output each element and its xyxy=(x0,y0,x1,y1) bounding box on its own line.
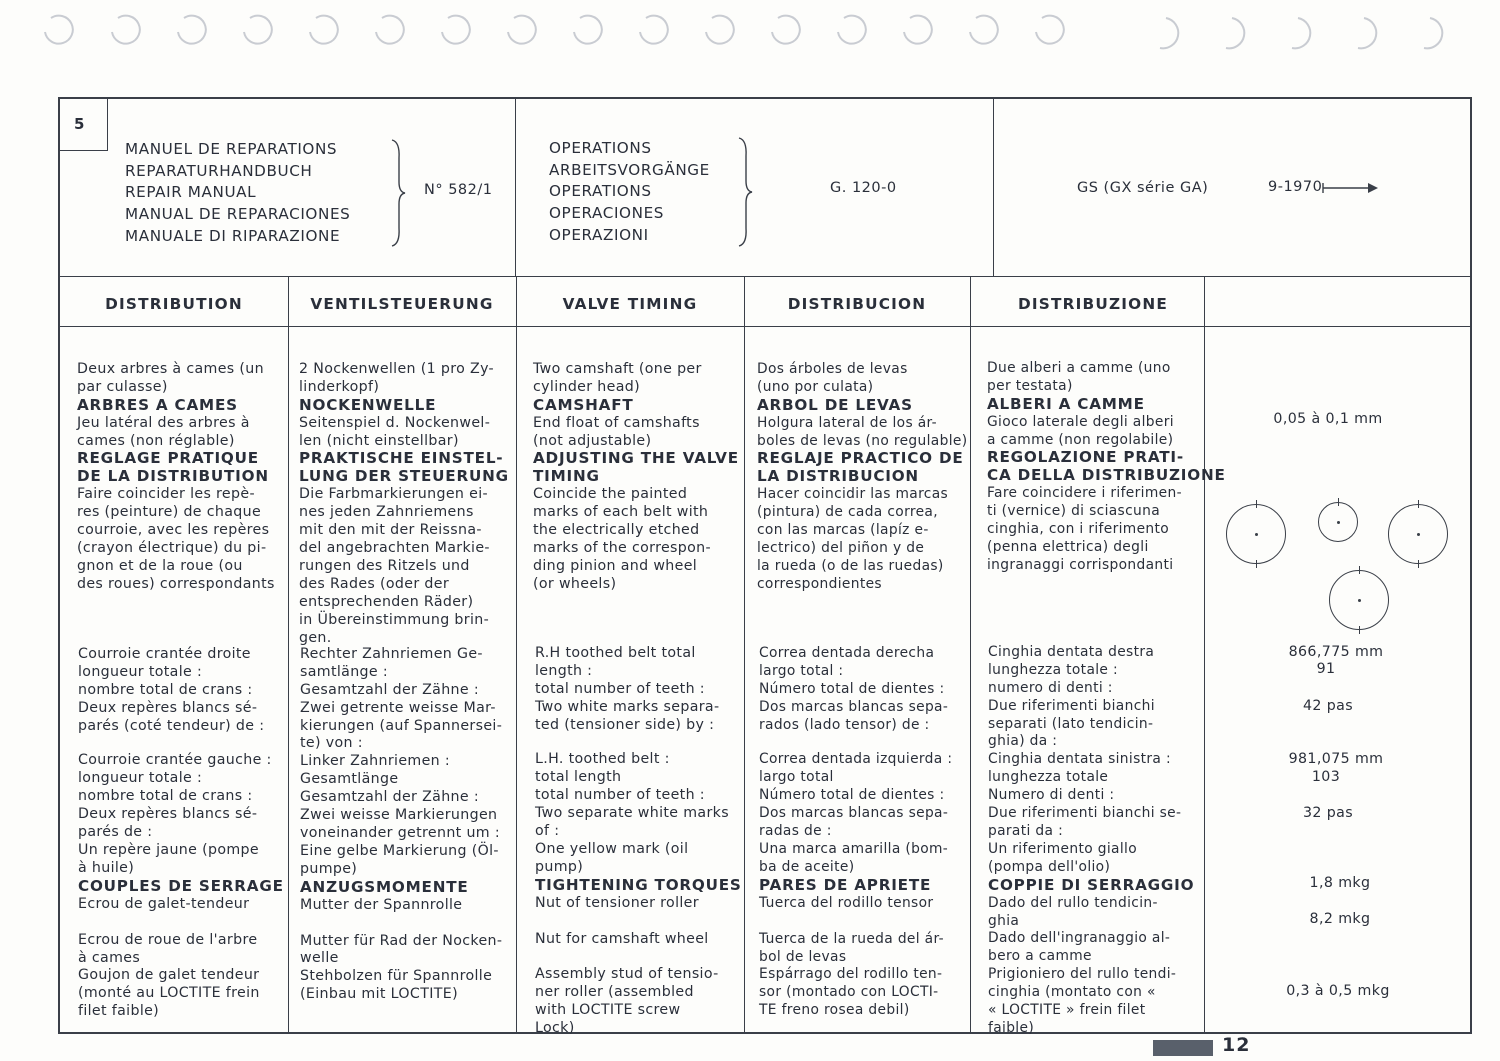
it-end-float: Gioco laterale degli alberi a camme (non regolabile) xyxy=(987,413,1174,448)
es-heading-torque: PARES DE APRIETE xyxy=(759,875,932,894)
it-torque-tensioner: Dado del rullo tendicin- ghia xyxy=(988,894,1158,929)
french-column xyxy=(77,343,275,612)
brace-right-icon xyxy=(388,138,408,248)
es-adjust-text: Hacer coincidir las marcas (pintura) de cada correa, con las marcas (lapíz e- lectrico) del piñon y de la rueda (o de las ruedas) correspondientes xyxy=(757,486,949,592)
date-range: 9-1970 xyxy=(1268,179,1323,195)
page-number: 12 xyxy=(1222,1034,1251,1056)
de-lh-belt: Linker Zahnriemen : Gesamtlänge Gesamtzahl der Zähne : Zwei weisse Markierungen voneinander getrennt um : Eine gelbe Markierung (Öl- pumpe) xyxy=(300,753,500,877)
es-camshaft-intro: Dos árboles de levas (uno por culata) xyxy=(757,360,908,395)
fr-end-float: Jeu latéral des arbres à cames (non réglable) xyxy=(77,414,250,449)
fr-torque-rest: Ecrou de roue de l'arbre à cames Goujon de galet tendeur (monté au LOCTITE frein filet faible) xyxy=(78,931,260,1020)
en-heading-torque: TIGHTENING TORQUES xyxy=(535,875,742,894)
fr-torque-tensioner: Ecrou de galet-tendeur xyxy=(78,895,250,912)
fr-heading-torque: COUPLES DE SERRAGE xyxy=(78,876,284,895)
es-heading-adjust: REGLAJE PRACTICO DE LA DISTRIBUCION xyxy=(757,449,964,486)
es-torque-tensioner: Tuerca del rodillo tensor xyxy=(759,894,934,911)
de-heading-adjust: PRAKTISCHE EINSTEL- LUNG DER STEUERUNG xyxy=(299,449,509,486)
column-head-english: VALVE TIMING xyxy=(562,295,698,313)
header-divider xyxy=(58,276,1472,277)
column-head-french: DISTRIBUTION xyxy=(105,295,243,313)
value-torque-camshaft-wheel: 8,2 mkg xyxy=(1309,911,1371,927)
value-lh-length: 981,075 mm xyxy=(1288,751,1384,767)
value-torque-stud: 0,3 à 0,5 mkg xyxy=(1286,983,1390,999)
it-adjust-text: Fare coincidere i riferimen- ti (vernice) di sciascuna cinghia, con i riferimento (penna elettrica) degli ingranaggi corrispondanti xyxy=(987,485,1182,573)
binder-holes xyxy=(0,0,1500,70)
fr-adjust-text: Faire coincider les repè- res (peinture) de chaque courroie, avec les repères (crayon électrique) du pi- gnon et de la roue (ou des roues) correspondants xyxy=(77,486,275,592)
group-code: G. 120-0 xyxy=(830,180,897,196)
tensioner-diagram-icon xyxy=(1329,570,1389,630)
column-rule-2 xyxy=(516,276,517,1034)
value-lh-marks: 32 pas xyxy=(1302,805,1354,821)
spanish-column xyxy=(757,343,967,612)
pulley-diagram-icon xyxy=(1226,504,1286,564)
es-end-float: Holgura lateral de los ár- boles de levas (no regulable) xyxy=(757,414,968,449)
column-rule-1 xyxy=(288,276,289,1034)
pulley-diagram-icon xyxy=(1388,504,1448,564)
spanish-belts xyxy=(759,627,952,1038)
header-rule-1 xyxy=(515,97,516,277)
de-heading-torque: ANZUGSMOMENTE xyxy=(300,877,469,896)
value-rh-teeth: 91 xyxy=(1316,661,1336,677)
en-rh-belt: R.H toothed belt total length : total number of teeth : Two white marks separa- ted (tensioner side) by : xyxy=(535,644,720,733)
en-end-float: End float of camshafts (not adjustable) xyxy=(533,414,700,449)
pinion-diagram-icon xyxy=(1318,502,1358,542)
es-lh-belt: Correa dentada izquierda : largo total Número total de dientes : Dos marcas blancas sepa- radas de : Una marca amarilla (bom- ba de aceite) xyxy=(759,751,953,875)
de-adjust-text: Die Farbmarkierungen ei- nes jeden Zahnriemens mit den mit der Reissna- del angebrachten Markie- rungen des Ritzels und des Rades (oder der entsprechenden Räder) in Übereinstimmung brin- gen. xyxy=(299,486,490,646)
brace-right-icon xyxy=(735,136,755,248)
de-torque-rest: Mutter für Rad der Nocken- welle Stehbolzen für Spannrolle (Einbau mit LOCTITE) xyxy=(300,932,503,1003)
french-belts xyxy=(78,628,284,1039)
value-torque-tensioner: 1,8 mkg xyxy=(1309,875,1371,891)
it-heading-torque: COPPIE DI SERRAGGIO xyxy=(988,875,1195,894)
it-camshaft-intro: Due alberi a camme (uno per testata) xyxy=(987,359,1171,394)
en-camshaft-intro: Two camshaft (one per cylinder head) xyxy=(533,360,702,395)
italian-belts xyxy=(988,626,1194,1056)
es-torque-rest: Tuerca de la rueda del ár- bol de levas Espárrago del rodillo ten- sor (montado con LOCTI- TE freno rosea debil) xyxy=(759,930,944,1019)
it-heading-adjust: REGOLAZIONE PRATI- CA DELLA DISTRIBUZIONE xyxy=(987,448,1226,485)
column-head-italian: DISTRIBUZIONE xyxy=(1018,295,1169,313)
value-rh-marks: 42 pas xyxy=(1302,698,1354,714)
english-belts xyxy=(535,627,742,1056)
arrow-right-icon xyxy=(1322,181,1380,195)
it-lh-belt: Cinghia dentata sinistra : lunghezza totale Numero di denti : Due riferimenti bianchi se- parati da : Un riferimento giallo (pompa dell'olio) xyxy=(988,751,1182,875)
operations-titles: OPERATIONS ARBEITSVORGÄNGE OPERATIONS OPERACIONES OPERAZIONI xyxy=(549,139,710,244)
fr-camshaft-intro: Deux arbres à cames (un par culasse) xyxy=(77,360,264,395)
fr-heading-adjust: REGLAGE PRATIQUE DE LA DISTRIBUTION xyxy=(77,449,269,486)
english-column xyxy=(533,343,739,612)
it-torque-rest: Dado dell'ingranaggio al- bero a camme Prigioniero del rullo tendi- cinghia (montato con « « LOCTITE » frein filet faible) xyxy=(988,930,1177,1036)
it-rh-belt: Cinghia dentata destra lunghezza totale : numero di denti : Due riferimenti bianchi separati (lato tendicin- ghia) da : xyxy=(988,643,1155,750)
de-camshaft-intro: 2 Nockenwellen (1 pro Zy- linderkopf) xyxy=(299,360,495,395)
manual-number: N° 582/1 xyxy=(424,182,493,198)
model-designation: GS (GX série GA) xyxy=(1077,180,1209,196)
de-rh-belt: Rechter Zahnriemen Ge- samtlänge : Gesamtzahl der Zähne : Zwei getrente weisse Mar- kierungen (auf Spannersei- te) von : xyxy=(300,645,503,752)
de-end-float: Seitenspiel d. Nockenwel- len (nicht einstellbar) xyxy=(299,414,491,449)
column-head-german: VENTILSTEUERUNG xyxy=(310,295,494,313)
german-belts xyxy=(300,628,502,1022)
manual-titles: MANUEL DE REPARATIONS REPARATURHANDBUCH REPAIR MANUAL MANUAL DE REPARACIONES MANUALE DI RIPARAZIONE xyxy=(125,140,351,245)
value-lh-teeth: 103 xyxy=(1311,769,1341,785)
value-rh-length: 866,775 mm xyxy=(1288,644,1384,660)
footer-bar xyxy=(1153,1040,1213,1056)
column-head-spanish: DISTRIBUCION xyxy=(787,295,927,313)
en-heading-adjust: ADJUSTING THE VALVE TIMING xyxy=(533,449,739,486)
es-heading-camshaft: ARBOL DE LEVAS xyxy=(757,395,913,414)
de-torque-tensioner: Mutter der Spannrolle xyxy=(300,896,463,913)
en-lh-belt: L.H. toothed belt : total length total number of teeth : Two separate white marks of : One yellow mark (oil pump) xyxy=(535,751,729,875)
fr-rh-belt: Courroie crantée droite longueur totale : nombre total de crans : Deux repères blancs sé- parés (coté tendeur) de : xyxy=(78,645,265,734)
page-tag: 5 xyxy=(60,99,108,151)
en-torque-rest: Nut for camshaft wheel Assembly stud of tensio- ner roller (assembled with LOCTITE screw Lock) xyxy=(535,930,719,1037)
it-heading-camshaft: ALBERI A CAMME xyxy=(987,394,1145,413)
en-adjust-text: Coincide the painted marks of each belt with the electrically etched marks of the correspon- ding pinion and wheel (or wheels) xyxy=(533,486,711,592)
column-rule-3 xyxy=(744,276,745,1034)
value-end-float: 0,05 à 0,1 mm xyxy=(1273,411,1383,427)
en-heading-camshaft: CAMSHAFT xyxy=(533,395,634,414)
es-rh-belt: Correa dentada derecha largo total : Número total de dientes : Dos marcas blancas sepa- rados (lado tensor) de : xyxy=(759,644,949,733)
column-rule-4 xyxy=(970,276,971,1034)
italian-column xyxy=(987,342,1226,593)
fr-heading-camshaft: ARBRES A CAMES xyxy=(77,395,238,414)
german-column xyxy=(299,343,509,665)
fr-lh-belt: Courroie crantée gauche : longueur totale : nombre total de crans : Deux repères blancs sé- parés de : Un repère jaune (pompe à huile) xyxy=(78,752,272,876)
en-torque-tensioner: Nut of tensioner roller xyxy=(535,894,699,911)
header-rule-2 xyxy=(993,97,994,277)
de-heading-camshaft: NOCKENWELLE xyxy=(299,395,437,414)
